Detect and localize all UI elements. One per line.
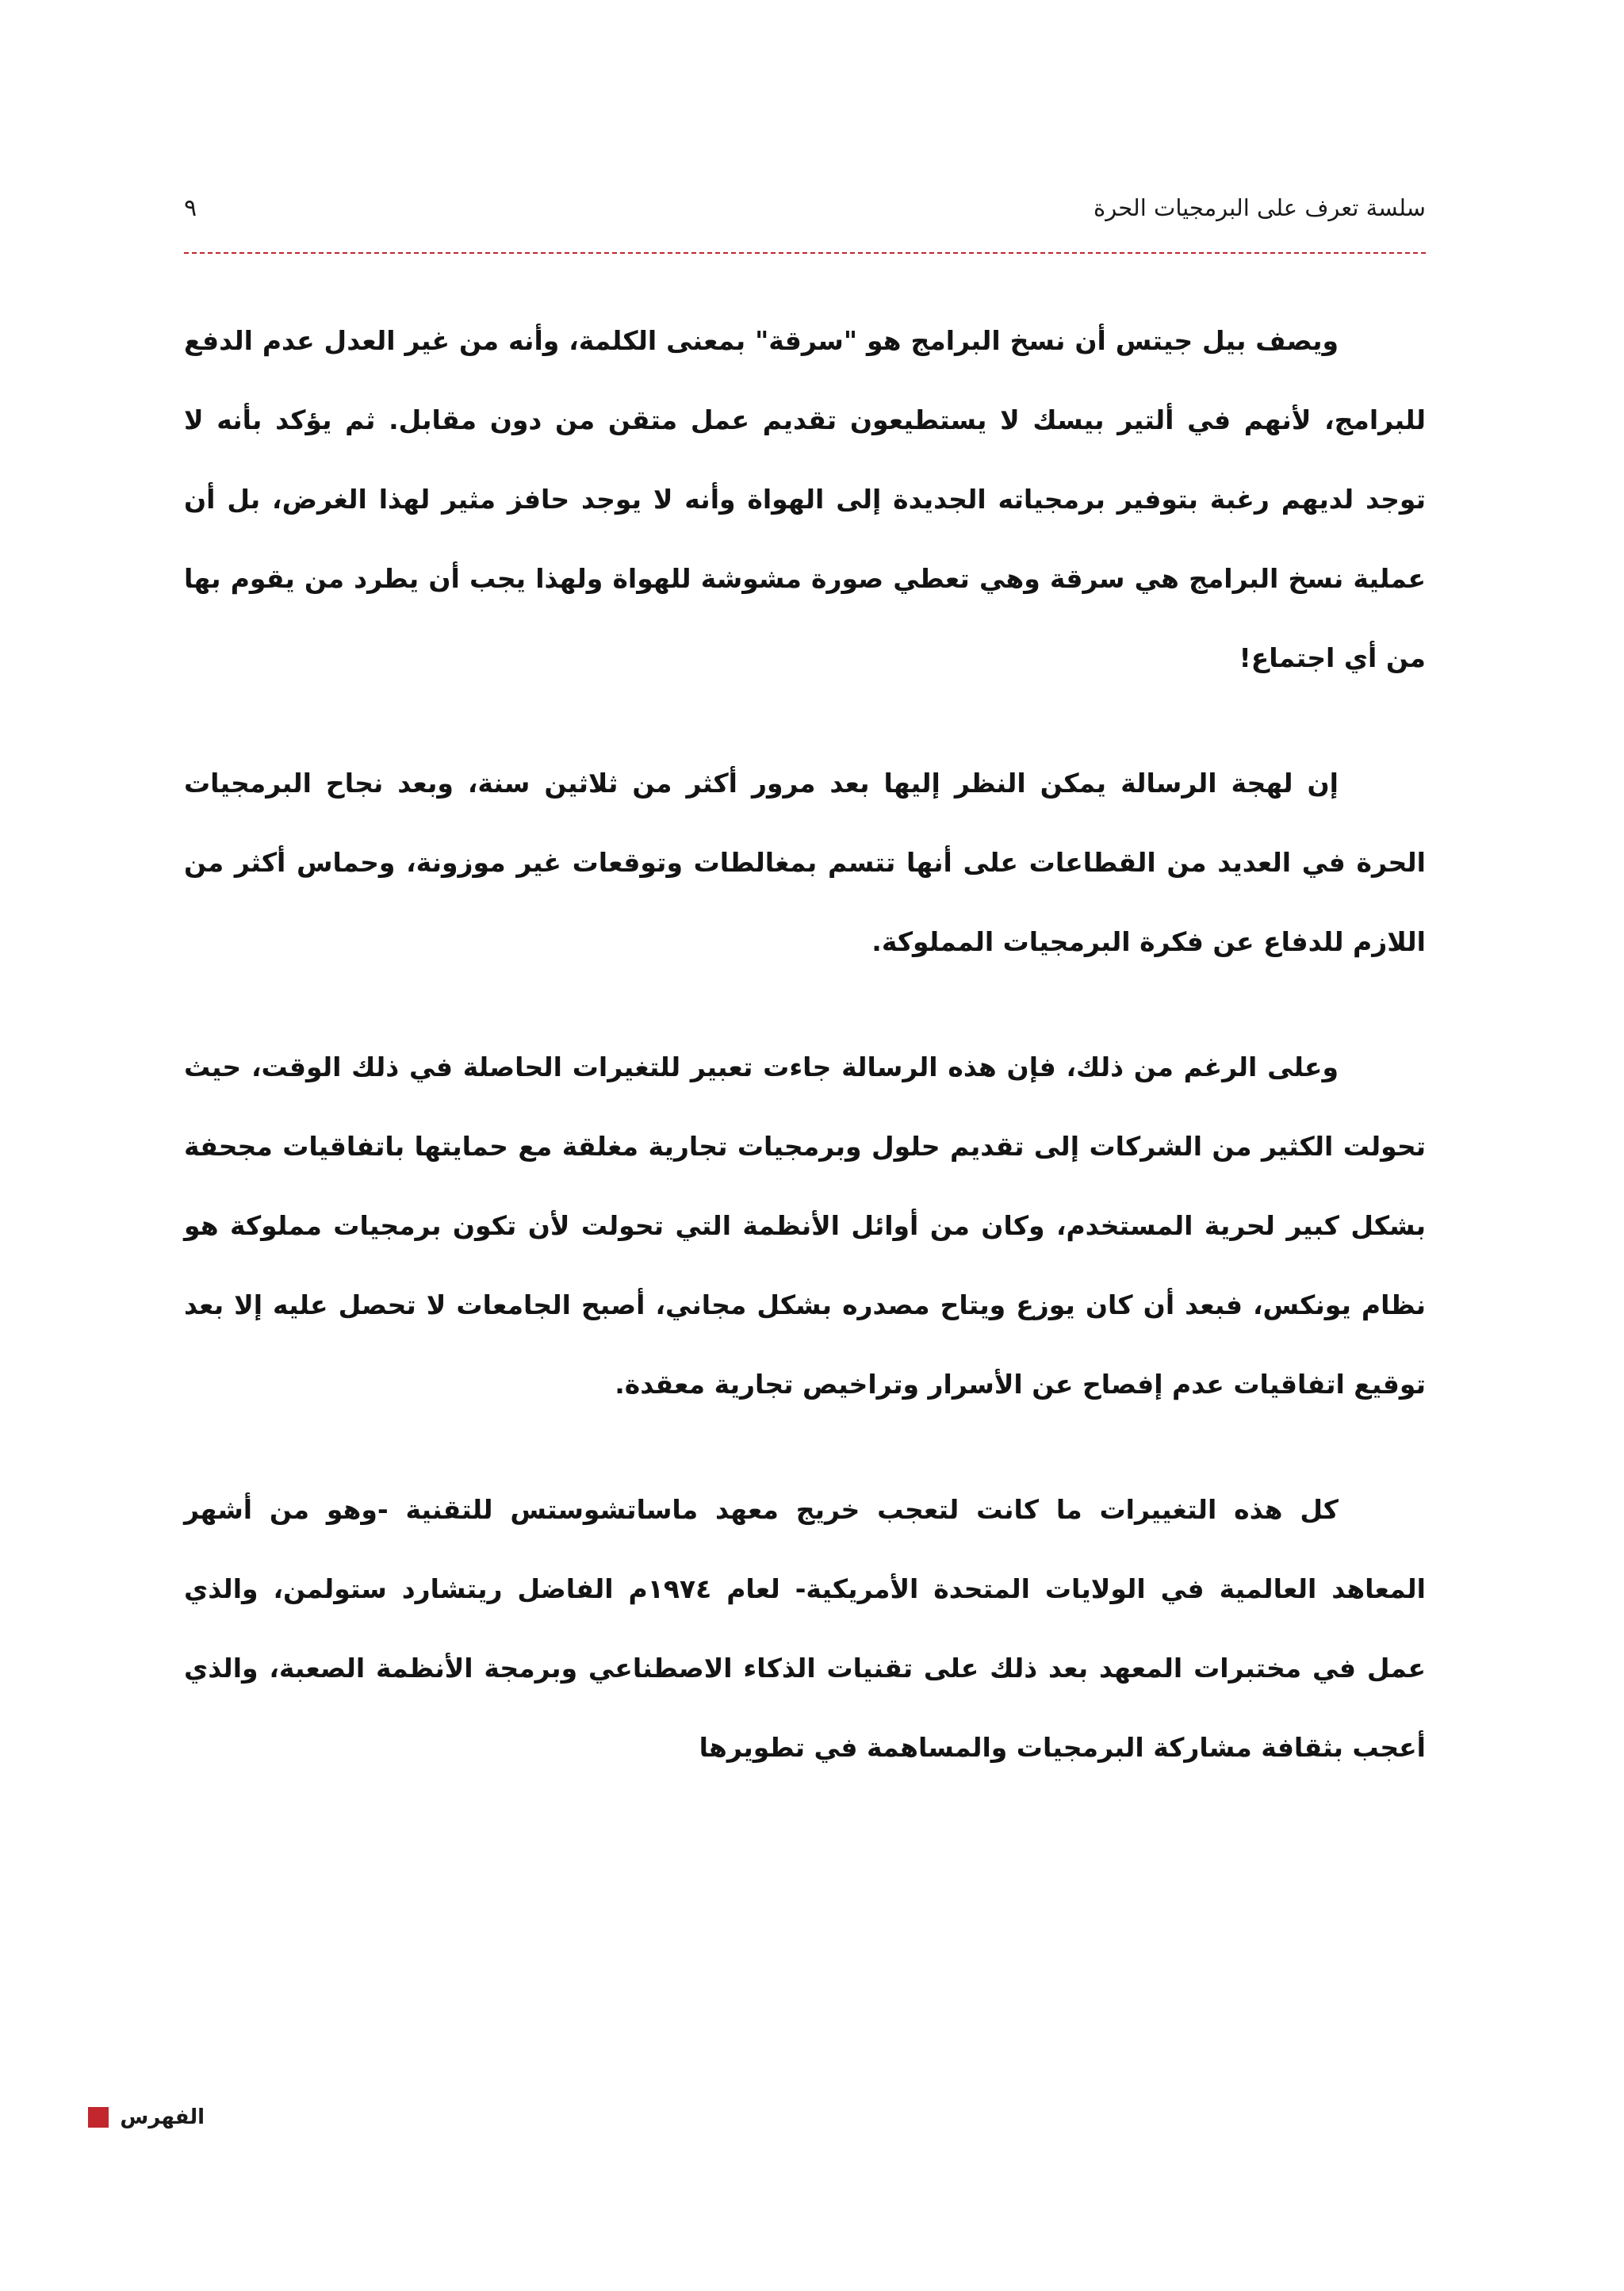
body-text [184,301,1426,1833]
header-divider [184,252,1426,254]
page-number: ٩ [184,193,197,222]
index-link[interactable] [88,2105,205,2129]
square-bullet-icon [88,2107,109,2128]
series-title: سلسة تعرف على البرمجيات الحرة [1094,194,1426,221]
paragraph-3: وعلى الرغم من ذلك، فإن هذه الرسالة جاءت تعبير للتغيرات الحاصلة في ذلك الوقت، حيث تحولت الكثير من الشركات إلى تقديم حلول وبرمجيات تجارية مغلقة مع حمايتها باتفاقيات مجحفة بشكل كبير لحرية المستخدم، وكان من أوائل الأنظمة التي تحولت لأن تكون برمجيات مملوكة هو نظام يونكس، فبعد أن كان يوزع ويتاح مصدره بشكل مجاني، أصبح الجامعات لا تحصل عليه إلا بعد توقيع اتفاقيات عدم إفصاح عن الأسرار وتراخيص تجارية معقدة. [184,1052,1426,1400]
page-header [184,184,1426,232]
paragraph-1: ويصف بيل جيتس أن نسخ البرامج هو "سرقة" بمعنى الكلمة، وأنه من غير العدل عدم الدفع للبرامج، لأنهم في ألتير بيسك لا يستطيعون تقديم عمل متقن من دون مقابل. ثم يؤكد بأنه لا توجد لديهم رغبة بتوفير برمجياته الجديدة إلى الهواة وأنه لا يوجد حافز مثير لهذا الغرض، بل أن عملية نسخ البرامج هي سرقة وهي تعطي صورة مشوشة للهواة ولهذا يجب أن يطرد من يقوم بها من أي اجتماع! [184,325,1426,673]
paragraph-4: كل هذه التغييرات ما كانت لتعجب خريج معهد ماساتشوستس للتقنية -وهو من أشهر المعاهد العالمية في الولايات المتحدة الأمريكية- لعام ١٩٧٤م الفاضل ريتشارد ستولمن، والذي عمل في مختبرات المعهد بعد ذلك على تقنيات الذكاء الاصطناعي وبرمجة الأنظمة الصعبة، والذي أعجب بثقافة مشاركة البرمجيات والمساهمة في تطويرها [184,1494,1426,1763]
paragraph-2: إن لهجة الرسالة يمكن النظر إليها بعد مرور أكثر من ثلاثين سنة، وبعد نجاح البرمجيات الحرة في العديد من القطاعات على أنها تتسم بمغالطات وتوقعات غير موزونة، وحماس أكثر من اللازم للدفاع عن فكرة البرمجيات المملوكة. [184,768,1426,957]
index-link-label[interactable]: الفهرس [120,2105,205,2129]
